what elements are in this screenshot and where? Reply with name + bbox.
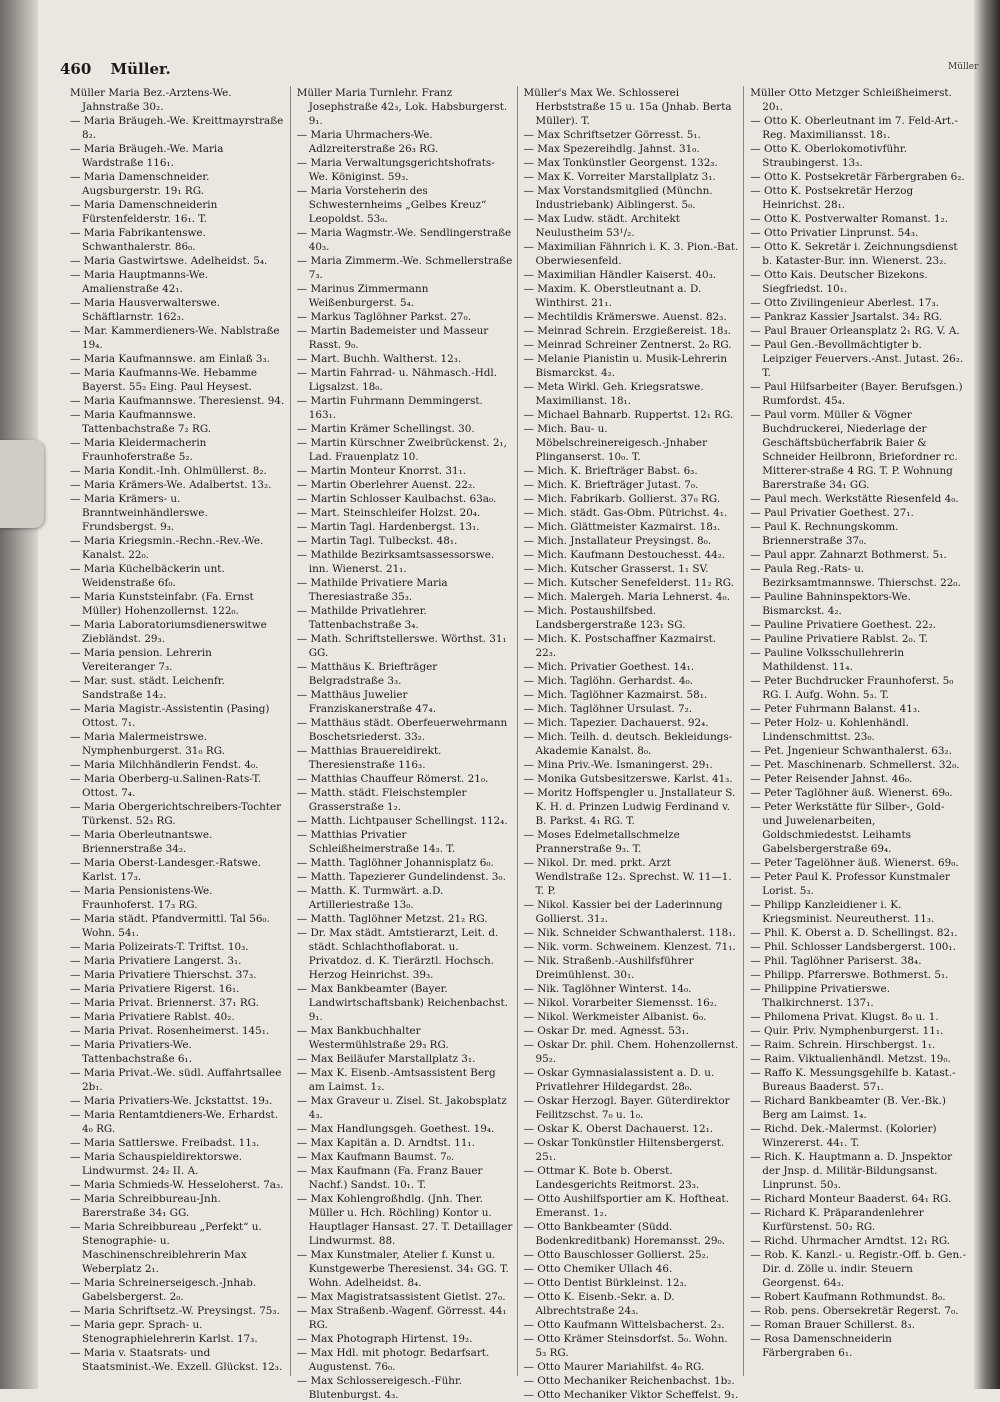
directory-entry: — Michael Bahnarb. Ruppertst. 12₁ RG.	[523, 409, 734, 421]
directory-entry: — Max Kapitän a. D. Arndtst. 11₁.	[296, 1137, 475, 1149]
directory-entry: — Nik. Schneider Schwanthalerst. 118₁.	[523, 927, 736, 939]
directory-entry: — Otto Aushilfsportier am K. Hoftheat. Emeranst. 1₂.	[523, 1193, 730, 1219]
directory-entry: — Otto Bankbeamter (Südd. Bodenkreditbank) Horemansst. 29₀.	[523, 1221, 725, 1247]
directory-entry: — Paul Brauer Orleansplatz 2₁ RG. V. A.	[750, 325, 960, 337]
directory-entry: — Mich. K. Briefträger Jutast. 7₀.	[523, 479, 699, 491]
directory-entry: — Max Tonkünstler Georgenst. 132₃.	[523, 157, 718, 169]
directory-entry: — Pet. Maschinenarb. Schmellerst. 32₀.	[750, 759, 960, 771]
directory-entry: — Peter Fuhrmann Balanst. 41₃.	[750, 703, 921, 715]
directory-entry: — Maria Hausverwalterswe. Schäftlarnstr. 162₃.	[70, 297, 220, 323]
directory-entry: — Martin Oberlehrer Auenst. 22₂.	[296, 479, 476, 491]
directory-entry: — Otto Dentist Bürkleinst. 12₃.	[523, 1277, 687, 1289]
directory-entry: — Max Photograph Hirtenst. 19₂.	[296, 1333, 473, 1345]
directory-entry: — Raim. Viktualienhändl. Metzst. 19₀.	[750, 1053, 951, 1065]
directory-entry: — Roman Brauer Schillerst. 8₃.	[750, 1319, 915, 1331]
directory-entry: — Maria Kleidermacherin Fraunhoferstraße 5₂.	[70, 437, 207, 463]
directory-entry: — Mich. Taglöhner Kazmairst. 58₁.	[523, 689, 708, 701]
directory-entry: Müller Maria Bez.-Arztens-We. Jahnstraße 30₂.	[70, 87, 232, 113]
directory-entry: — Richard K. Präparandenlehrer Kurfürstenst. 50₂ RG.	[750, 1207, 924, 1233]
directory-entry: — Nikol. Dr. med. prkt. Arzt Wendlstraße 12₃. Sprechst. W. 11—1. T. P.	[523, 857, 732, 897]
directory-entry: — Mich. Glättmeister Kazmairst. 18₃.	[523, 521, 721, 533]
directory-entry: — Quir. Priv. Nymphenburgerst. 11₁.	[750, 1025, 944, 1037]
directory-entry: — Oskar K. Oberst Dachauerst. 12₁.	[523, 1123, 714, 1135]
directory-entry: — Martin Bademeister und Masseur Rasst. 9₀.	[296, 325, 489, 351]
directory-entry: — Raim. Schrein. Hirschbergst. 1₁.	[750, 1039, 936, 1051]
directory-entry: — Max Ludw. städt. Architekt Neulustheim 53¹/₂.	[523, 213, 680, 239]
directory-entry: — Otto Bauschlosser Gollierst. 25₂.	[523, 1249, 710, 1261]
directory-entry: — Mich. Fabrikarb. Gollierst. 37₀ RG.	[523, 493, 721, 505]
directory-entry: — Meinrad Schrein. Erzgießereist. 18₃.	[523, 325, 731, 337]
page-tab-marker	[0, 440, 44, 528]
directory-entry: — Max K. Eisenb.-Amtsassistent Berg am Laimst. 1₂.	[296, 1067, 496, 1093]
directory-entry: — Otto K. Sekretär i. Zeichnungsdienst b. Kataster-Bur. inn. Wienerst. 23₂.	[750, 241, 958, 267]
directory-entry: — Martin Schlosser Kaulbachst. 63a₀.	[296, 493, 497, 505]
directory-entry: — Maria Kaufmannswe. Tattenbachstraße 7₂ RG.	[70, 409, 212, 435]
directory-entry: — Monika Gutsbesitzerswe. Karlst. 41₃.	[523, 773, 733, 785]
directory-entry: — Marinus Zimmermann Weißenburgerst. 5₄.	[296, 283, 429, 309]
directory-entry: — Maria Oberberg-u.Salinen-Rats-T. Ottost. 7₄.	[70, 773, 262, 799]
directory-entry: — Mathilde Privatlehrer. Tattenbachstraße 3₄.	[296, 605, 427, 631]
page-number: 460	[60, 60, 92, 78]
directory-entry: — Maria Krämers-We. Adalbertst. 13₂.	[70, 479, 272, 491]
directory-entry: — Pankraz Kassier Jsartalst. 34₂ RG.	[750, 311, 943, 323]
directory-entry: — Maria Kunststeinfabr. (Fa. Ernst Müller) Hohenzollernst. 122₀.	[70, 591, 254, 617]
directory-entry: — Maria Privat.-We. südl. Auffahrtsallee 2b₁.	[70, 1067, 282, 1093]
directory-entry: — Maria Kaufmanns-We. Hebamme Bayerst. 55₂ Eing. Paul Heysest.	[70, 367, 258, 393]
directory-entry: — Markus Taglöhner Parkst. 27₀.	[296, 311, 472, 323]
directory-entry: — Mich. Malergeh. Maria Lehnerst. 4₀.	[523, 591, 731, 603]
directory-entry: — Maria Privatiere Rigerst. 16₁.	[70, 983, 240, 995]
directory-entry: — Matthias Privatier Schleißheimerstraße 14₃. T.	[296, 829, 456, 855]
directory-entry: — Oskar Herzogl. Bayer. Güterdirektor Feilitzschst. 7₀ u. 1₀.	[523, 1095, 730, 1121]
directory-entry: — Otto Kais. Deutscher Bizekons. Siegfriedst. 10₁.	[750, 269, 928, 295]
directory-entry: — Matth. Taglöhner Metzst. 21₂ RG.	[296, 913, 488, 925]
directory-entry: — Phil. Taglöhner Pariserst. 38₄.	[750, 955, 922, 967]
directory-entry: — Raffo K. Messungsgehilfe b. Katast.-Bureaus Baaderst. 57₁.	[750, 1067, 956, 1093]
directory-entry: — Maria Schriftsetz.-W. Preysingst. 75₃.	[70, 1305, 280, 1317]
directory-entry: — Maria Hauptmanns-We. Amalienstraße 42₁.	[70, 269, 209, 295]
directory-entry: — Maria Bräugeh.-We. Maria Wardstraße 116₁.	[70, 143, 224, 169]
directory-entry: — Max Magistratsassistent Gietlst. 27₀.	[296, 1291, 506, 1303]
directory-entry: — Peter Reisender Jahnst. 46₀.	[750, 773, 913, 785]
directory-entry: — Maria Polizeirats-T. Triftst. 10₃.	[70, 941, 249, 953]
adjacent-page-fragment	[948, 60, 979, 1360]
directory-entry: — Maria Uhrmachers-We. Adlzreiterstraße 26₃ RG.	[296, 129, 439, 155]
directory-entry: — Nik. Straßenb.-Aushilfsführer Dreimühlenst. 30₁.	[523, 955, 694, 981]
directory-entry: — Richard Monteur Baaderst. 64₁ RG.	[750, 1193, 952, 1205]
directory-entry: — Mich. K. Briefträger Babst. 6₃.	[523, 465, 698, 477]
directory-entry: — Maria Damenschneiderin Fürstenfelderstr. 16₁. T.	[70, 199, 218, 225]
directory-entry: — Martin Krämer Schellingst. 30.	[296, 423, 475, 435]
directory-entry: — Peter Buchdrucker Fraunhoferst. 5₀ RG. I. Aufg. Wohn. 5₃. T.	[750, 675, 954, 701]
running-title: Müller.	[110, 60, 171, 78]
directory-entry: — Max Bankbeamter (Bayer. Landwirtschaftsbank) Reichenbachst. 9₁.	[296, 983, 508, 1023]
directory-entry: — Otto K. Oberlokomotivführ. Straubingerst. 13₃.	[750, 143, 907, 169]
directory-entry: — Pauline Privatiere Goethest. 22₂.	[750, 619, 937, 631]
directory-entry: — Mar. sust. städt. Leichenfr. Sandstraße 14₂.	[70, 675, 225, 701]
directory-entry: — Maria Schmieds-W. Hesseloherst. 7a₃.	[70, 1179, 284, 1191]
directory-entry: — Philipp Kanzleidiener i. K. Kriegsminist. Neureutherst. 11₃.	[750, 899, 935, 925]
directory-entry: — Oskar Dr. phil. Chem. Hohenzollernst. 95₂.	[523, 1039, 739, 1065]
directory-entry: — Maria Bräugeh.-We. Kreittmayrstraße 8₂.	[70, 115, 284, 141]
scan-shadow-left	[0, 0, 38, 1389]
directory-entry: — Rich. K. Hauptmann a. D. Jnspektor der Jnsp. d. Militär-Bildungsanst. Linprunst. 50₃.	[750, 1151, 953, 1191]
directory-entry: — Paul mech. Werkstätte Riesenfeld 4₀.	[750, 493, 959, 505]
directory-entry: — Oskar Gymnasialassistent a. D. u. Privatlehrer Hildegardst. 28₀.	[523, 1067, 715, 1093]
directory-entry: — Max Kaufmann (Fa. Franz Bauer Nachf.) Sandst. 10₁. T.	[296, 1165, 483, 1191]
directory-entry: — Richd. Dek.-Malermst. (Kolorier) Winzererst. 44₁. T.	[750, 1123, 937, 1149]
directory-entry: — Peter Taglöhner äuß. Wienerst. 69₀.	[750, 787, 953, 799]
directory-entry: — Paul appr. Zahnarzt Bothmerst. 5₁.	[750, 549, 947, 561]
directory-entry: — Maria Magistr.-Assistentin (Pasing) Ottost. 7₁.	[70, 703, 270, 729]
directory-entry: — Mart. Buchh. Waltherst. 12₃.	[296, 353, 462, 365]
directory-entry: — Maria Schreibbureau „Perfekt“ u. Stenographie- u. Maschinenschreiblehrerin Max Weberplatz 2₁.	[70, 1221, 262, 1275]
directory-entry: — Martin Tagl. Tulbeckst. 48₁.	[296, 535, 458, 547]
directory-entry: — Meinrad Schreiner Zentnerst. 2₀ RG.	[523, 339, 732, 351]
directory-entry: — Maria Schauspieldirektorswe. Lindwurmst. 24₂ II. A.	[70, 1151, 243, 1177]
directory-entry: — Max Kunstmaler, Atelier f. Kunst u. Kunstgewerbe Theresienst. 34₁ GG. T. Wohn. Adelheidst. 8₄.	[296, 1249, 509, 1289]
directory-entry: — Mich. Taglöhn. Gerhardst. 4₀.	[523, 675, 693, 687]
page-header	[60, 60, 185, 78]
directory-entry: — Otto K. Postsekretär Färbergraben 6₂.	[750, 171, 965, 183]
directory-entry: — Maria Verwaltungsgerichtshofrats-We. Königinst. 59₃.	[296, 157, 495, 183]
directory-entry: — Nik. vorm. Schweinem. Klenzest. 71₁.	[523, 941, 736, 953]
directory-entry: — Maria Sattlerswe. Freibadst. 11₃.	[70, 1137, 260, 1149]
column-4	[750, 86, 970, 1376]
directory-entry: — Moses Edelmetallschmelze Prannerstraße 9₃. T.	[523, 829, 680, 855]
directory-entry: — Richard Bankbeamter (B. Ver.-Bk.) Berg am Laimst. 1₄.	[750, 1095, 946, 1121]
directory-entry: — Pauline Bahninspektors-We. Bismarckst. 4₂.	[750, 591, 911, 617]
directory-entry: — Max Hdl. mit photogr. Bedarfsart. Augustenst. 76₀.	[296, 1347, 490, 1373]
directory-entry: — Maria Kriegsmin.-Rechn.-Rev.-We. Kanalst. 22₀.	[70, 535, 264, 561]
directory-entry: — Maria Vorsteherin des Schwesternheims „Gelbes Kreuz“ Leopoldst. 53₀.	[296, 185, 487, 225]
directory-entry: — Otto K. Postverwalter Romanst. 1₂.	[750, 213, 949, 225]
directory-entry: — Meta Wirkl. Geh. Kriegsratswe. Maximilianst. 18₁.	[523, 381, 704, 407]
directory-entry: — Matth. städt. Fleischstempler Grasserstraße 1₂.	[296, 787, 467, 813]
directory-entry: — Mich. Kutscher Grasserst. 1₁ SV.	[523, 563, 709, 575]
directory-entry: — Maria Küchelbäckerin unt. Weidenstraße 6f₀.	[70, 563, 225, 589]
directory-entry: — Rosa Damenschneiderin Färbergraben 6₁.	[750, 1333, 892, 1359]
directory-entry: — Maria Obergerichtschreibers-Tochter Türkenst. 52₃ RG.	[70, 801, 282, 827]
directory-entry: — Max Schriftsetzer Görresst. 5₁.	[523, 129, 701, 141]
directory-entry: — Martin Fahrrad- u. Nähmasch.-Hdl. Ligsalzst. 18₀.	[296, 367, 498, 393]
directory-entry: — Otto Mechaniker Reichenbachst. 1b₂.	[523, 1375, 735, 1387]
directory-entry: — Matthäus K. Briefträger Belgradstraße 3₃.	[296, 661, 438, 687]
directory-entry: — Maria Rentamtdieners-We. Erhardst. 4₀ RG.	[70, 1109, 279, 1135]
directory-entry: — Mich. Privatier Goethest. 14₁.	[523, 661, 695, 673]
directory-entry: — Moritz Hoffspengler u. Jnstallateur S. K. H. d. Prinzen Ludwig Ferdinand v. B. Parkst. 4₁ RG. T.	[523, 787, 736, 827]
directory-entry: — Otto Maurer Mariahilfst. 4₀ RG.	[523, 1361, 705, 1373]
directory-entry: — Peter Werkstätte für Silber-, Gold- und Juwelenarbeiten, Goldschmiedestst. Leihamts Gabelsbergerstraße 69₄.	[750, 801, 945, 855]
directory-entry: — Maria Privatiere Thierschst. 37₃.	[70, 969, 257, 981]
directory-entry: — Paul Hilfsarbeiter (Bayer. Berufsgen.) Rumfordst. 45₄.	[750, 381, 963, 407]
directory-entry: — Phil. Schlosser Landsbergerst. 100₁.	[750, 941, 956, 953]
directory-entry: — Robert Kaufmann Rothmundst. 8₀.	[750, 1291, 946, 1303]
directory-entry: — Mich. Jnstallateur Preysingst. 8₀.	[523, 535, 712, 547]
directory-entry: — Richd. Uhrmacher Arndtst. 12₁ RG.	[750, 1235, 951, 1247]
directory-entry: — Maria Kaufmannswe. Theresienst. 94.	[70, 395, 285, 407]
directory-entry: — Martin Monteur Knorrst. 31₁.	[296, 465, 467, 477]
directory-entry: — Mich. Taglöhner Ursulast. 7₂.	[523, 703, 693, 715]
directory-entry: — Maria Gastwirtswe. Adelheidst. 5₄.	[70, 255, 268, 267]
directory-entry: — Mich. städt. Gas-Obm. Pütrichst. 4₁.	[523, 507, 728, 519]
directory-entry: — Otto Privatier Linprunst. 54₃.	[750, 227, 919, 239]
directory-entry: — Maria v. Staatsrats- und Staatsminist.-We. Exzell. Glückst. 12₃.	[70, 1347, 283, 1373]
directory-entry: — Nikol. Vorarbeiter Siemensst. 16₂.	[523, 997, 718, 1009]
directory-entry: — Dr. Max städt. Amtstierarzt, Leit. d. städt. Schlachthoflaborat. u. Privatdoz. d. K. Tierärztl. Hochsch. Herzog Heinrichst. 39₃.	[296, 927, 499, 981]
directory-entry: — Maximilian Fähnrich i. K. 3. Pion.-Bat. Oberwiesenfeld.	[523, 241, 739, 267]
directory-entry: — Ottmar K. Bote b. Oberst. Landesgerichts Reitmorst. 23₃.	[523, 1165, 700, 1191]
directory-entry: — Peter Tagelöhner äuß. Wienerst. 69₀.	[750, 857, 959, 869]
directory-entry: — Maria städt. Pfandvermittl. Tal 56₀. Wohn. 54₁.	[70, 913, 270, 939]
directory-entry: — Maria pension. Lehrerin Vereiteranger 7₃.	[70, 647, 212, 673]
directory-entry: — Matth. Taglöhner Johannisplatz 6₀.	[296, 857, 494, 869]
directory-entry: — Matthias Chauffeur Römerst. 21₀.	[296, 773, 489, 785]
directory-entry: — Maria Oberleutnantswe. Briennerstraße 34₂.	[70, 829, 213, 855]
directory-entry: — Maria Privatiers-We. Tattenbachstraße 6₁.	[70, 1039, 193, 1065]
directory-entry: — Max Graveur u. Zisel. St. Jakobsplatz 4₃.	[296, 1095, 507, 1121]
directory-entry: — Mar. Kammerdieners-We. Nablstraße 19₄.	[70, 325, 280, 351]
directory-entry: — Mich. Tapezier. Dachauerst. 92₄.	[523, 717, 709, 729]
scan-shadow-right	[974, 0, 1000, 1389]
directory-entry: — Mathilde Bezirksamtsassessorswe. inn. Wienerst. 21₁.	[296, 549, 495, 575]
directory-entry: — Oskar Tonkünstler Hiltensbergerst. 25₁.	[523, 1137, 725, 1163]
directory-entry: — Matth. Tapezierer Gundelindenst. 3₀.	[296, 871, 506, 883]
directory-entry: — Martin Kürschner Zweibrückenst. 2₁, Lad. Frauenplatz 10.	[296, 437, 507, 463]
directory-entry: — Paul Gen.-Bevollmächtigter b. Leipziger Feuervers.-Anst. Jutast. 26₂. T.	[750, 339, 964, 379]
directory-entry: — Math. Schriftstellerswe. Wörthst. 31₁ GG.	[296, 633, 507, 659]
directory-entry: — Mathilde Privatiere Maria Theresiastraße 35₃.	[296, 577, 448, 603]
directory-entry: — Otto K. Oberleutnant im 7. Feld-Art.-Reg. Maximiliansst. 18₁.	[750, 115, 958, 141]
directory-entry: — Maria Schreinerseigesch.-Jnhab. Gabelsbergerst. 2₀.	[70, 1277, 257, 1303]
directory-entry: — Paula Reg.-Rats- u. Bezirksamtmannswe. Thierschst. 22₀.	[750, 563, 961, 589]
entry-columns	[70, 86, 970, 1401]
directory-entry: — Maxim. K. Oberstleutnant a. D. Winthirst. 21₁.	[523, 283, 702, 309]
directory-entry: — Pauline Privatiere Rablst. 2₀. T.	[750, 633, 928, 645]
directory-entry: — Max Schlossereigesch.-Führ. Blutenburgst. 4₃.	[296, 1375, 463, 1401]
directory-entry: — Pauline Volksschullehrerin Mathildenst. 11₄.	[750, 647, 905, 673]
directory-entry: — Peter Holz- u. Kohlenhändl. Lindenschmittst. 23₀.	[750, 717, 909, 743]
directory-entry: — Otto K. Postsekretär Herzog Heinrichst. 28₁.	[750, 185, 914, 211]
directory-entry: — Paul K. Rechnungskomm. Briennerstraße 37₀.	[750, 521, 899, 547]
directory-entry: — Maria Laboratoriumsdienerswitwe Ziebländst. 29₃.	[70, 619, 267, 645]
directory-entry: — Martin Tagl. Hardenbergst. 13₁.	[296, 521, 480, 533]
directory-entry: — Maria Milchhändlerin Fendst. 4₀.	[70, 759, 259, 771]
directory-entry: — Maria Zimmerm.-We. Schmellerstraße 7₃.	[296, 255, 513, 281]
directory-entry: — Melanie Pianistin u. Musik-Lehrerin Bismarckst. 4₂.	[523, 353, 728, 379]
directory-entry: — Otto Chemiker Ullach 46.	[523, 1263, 673, 1275]
directory-entry: — Mich. Kutscher Senefelderst. 11₂ RG.	[523, 577, 734, 589]
directory-entry: — Paul Privatier Goethest. 27₁.	[750, 507, 914, 519]
directory-entry: — Matth. Lichtpauser Schellingst. 112₄.	[296, 815, 508, 827]
directory-entry: — Mich. Teilh. d. deutsch. Bekleidungs-Akademie Kanalst. 8₀.	[523, 731, 733, 757]
directory-entry: — Max Spezereihdlg. Jahnst. 31₀.	[523, 143, 700, 155]
directory-entry: — Matthias Brauereidirekt. Theresienstraße 116₃.	[296, 745, 442, 771]
directory-entry: — Mich. Postaushilfsbed. Landsbergerstraße 123₁ SG.	[523, 605, 686, 631]
directory-entry: — Otto Kaufmann Wittelsbacherst. 2₃.	[523, 1319, 725, 1331]
directory-page	[40, 52, 974, 1401]
directory-entry: — Rob. K. Kanzl.- u. Registr.-Off. b. Gen.-Dir. d. Zölle u. indir. Steuern Georgenst. 64₃.	[750, 1249, 966, 1289]
directory-entry: — Matthäus städt. Oberfeuerwehrmann Boschetsriederst. 33₂.	[296, 717, 508, 743]
directory-entry: — Maria Krämers- u. Branntweinhändlerswe. Frundsbergst. 9₃.	[70, 493, 208, 533]
directory-entry: — Otto K. Eisenb.-Sekr. a. D. Albrechtstraße 24₃.	[523, 1291, 675, 1317]
directory-entry: — Nikol. Kassier bei der Laderinnung Gollierst. 31₂.	[523, 899, 723, 925]
directory-entry: — Max Kohlengroßhdlg. (Jnh. Ther. Müller u. Hch. Röchling) Kontor u. Hauptlager Hansast. 27. T. Detaillager Lindwurmst. 88.	[296, 1193, 513, 1247]
directory-entry: — Mart. Steinschleifer Holzst. 20₄.	[296, 507, 481, 519]
directory-entry: — Philipp. Pfarrerswe. Bothmerst. 5₁.	[750, 969, 949, 981]
directory-entry: — Max Vorstandsmitglied (Münchn. Industriebank) Aiblingerst. 5₀.	[523, 185, 713, 211]
directory-entry: — Maria Privat. Briennerst. 37₁ RG.	[70, 997, 259, 1009]
directory-entry: Müller Otto Metzger Schleißheimerst. 20₁.	[750, 87, 952, 113]
directory-entry: — Martin Fuhrmann Demmingerst. 163₁.	[296, 395, 483, 421]
directory-entry: — Max K. Vorreiter Marstallplatz 3₁.	[523, 171, 716, 183]
directory-entry: — Matth. K. Turmwärt. a.D. Artilleriestraße 13₀.	[296, 885, 444, 911]
directory-entry: — Maria Privatiere Rablst. 40₂.	[70, 1011, 235, 1023]
directory-entry: — Peter Paul K. Professor Kunstmaler Lorist. 5₃.	[750, 871, 950, 897]
directory-entry: — Maximilian Händler Kaiserst. 40₃.	[523, 269, 717, 281]
directory-entry: — Philippine Privatierswe. Thalkirchnerst. 137₁.	[750, 983, 891, 1009]
directory-entry: — Maria Kaufmannswe. am Einlaß 3₃.	[70, 353, 271, 365]
directory-entry: — Nikol. Werkmeister Albanist. 6₀.	[523, 1011, 707, 1023]
directory-entry: — Otto Zivilingenieur Aberlest. 17₃.	[750, 297, 939, 309]
directory-entry: — Maria gepr. Sprach- u. Stenographielehrerin Karlst. 17₃.	[70, 1319, 258, 1345]
directory-entry: — Max Straßenb.-Wagenf. Görresst. 44₁ RG.	[296, 1305, 507, 1331]
directory-entry: — Matthäus Juwelier Franziskanerstraße 47₄.	[296, 689, 436, 715]
column-1	[70, 86, 291, 1376]
directory-entry: — Rob. pens. Obersekretär Regerst. 7₀.	[750, 1305, 959, 1317]
column-3	[523, 86, 745, 1401]
directory-entry: — Max Kaufmann Baumst. 7₀.	[296, 1151, 455, 1163]
directory-entry: — Otto Krämer Steinsdorfst. 5₀. Wohn. 5₃ RG.	[523, 1333, 728, 1359]
directory-entry: — Mechtildis Krämerswe. Auenst. 82₃.	[523, 311, 727, 323]
directory-entry: — Mich. Kaufmann Destouchesst. 44₂.	[523, 549, 726, 561]
directory-entry: — Maria Privatiere Langerst. 3₁.	[70, 955, 242, 967]
directory-entry: — Pet. Jngenieur Schwanthalerst. 63₂.	[750, 745, 952, 757]
directory-entry: — Mina Priv.-We. Ismaningerst. 29₁.	[523, 759, 713, 771]
directory-entry: — Maria Schreibbureau-Jnh. Barerstraße 34₁ GG.	[70, 1193, 221, 1219]
directory-entry: — Maria Privatiers-We. Jckstattst. 19₃.	[70, 1095, 273, 1107]
directory-entry: — Maria Fabrikantenswe. Schwanthalerstr. 86₀.	[70, 227, 206, 253]
directory-entry: — Maria Oberst-Landesger.-Ratswe. Karlst. 17₃.	[70, 857, 262, 883]
directory-entry: — Oskar Dr. med. Agnesst. 53₁.	[523, 1025, 689, 1037]
directory-entry: — Mich. K. Postschaffner Kazmairst. 22₃.	[523, 633, 717, 659]
directory-entry: — Philomena Privat. Klugst. 8₀ u. 1.	[750, 1011, 939, 1023]
directory-entry: — Maria Malermeistrswe. Nymphenburgerst. 31₀ RG.	[70, 731, 225, 757]
adjacent-page-text: Müller	[948, 62, 979, 72]
directory-entry: — Maria Damenschneider. Augsburgerstr. 19₁ RG.	[70, 171, 210, 197]
directory-entry: Müller's Max We. Schlosserei Herbststraße 15 u. 15a (Jnhab. Berta Müller). T.	[523, 87, 732, 127]
directory-entry: Müller Maria Turnlehr. Franz Josephstraße 42₃, Lok. Habsburgerst. 9₁.	[296, 87, 508, 127]
directory-entry: — Max Handlungsgeh. Goethest. 19₄.	[296, 1123, 495, 1135]
directory-entry: — Mich. Bau- u. Möbelschreinereigesch.-Jnhaber Plinganserst. 10₀. T.	[523, 423, 708, 463]
directory-entry: — Maria Pensionistens-We. Fraunhoferst. 17₃ RG.	[70, 885, 213, 911]
column-2	[296, 86, 518, 1401]
directory-entry: — Otto Mechaniker Viktor Scheffelst. 9₁.	[523, 1389, 739, 1401]
directory-entry: — Maria Privat. Rosenheimerst. 145₁.	[70, 1025, 270, 1037]
directory-entry: — Maria Kondit.-Inh. Ohlmüllerst. 8₂.	[70, 465, 267, 477]
directory-entry: — Nik. Taglöhner Winterst. 14₀.	[523, 983, 692, 995]
directory-entry: — Paul vorm. Müller & Vögner Buchdruckerei, Niederlage der Geschäftsbücherfabrik Baier & Schneider Heilbronn, Briefordner rc. Mitterer-straße 4 RG. T. P. Wohnung Barerstraße 34₁ GG.	[750, 409, 958, 491]
directory-entry: — Phil. K. Oberst a. D. Schellingst. 82₁.	[750, 927, 958, 939]
directory-entry: — Max Bankbuchhalter Westermühlstraße 29₃ RG.	[296, 1025, 449, 1051]
directory-entry: — Max Beiläufer Marstallplatz 3₁.	[296, 1053, 476, 1065]
directory-entry: — Maria Wagmstr.-We. Sendlingerstraße 40₃.	[296, 227, 512, 253]
